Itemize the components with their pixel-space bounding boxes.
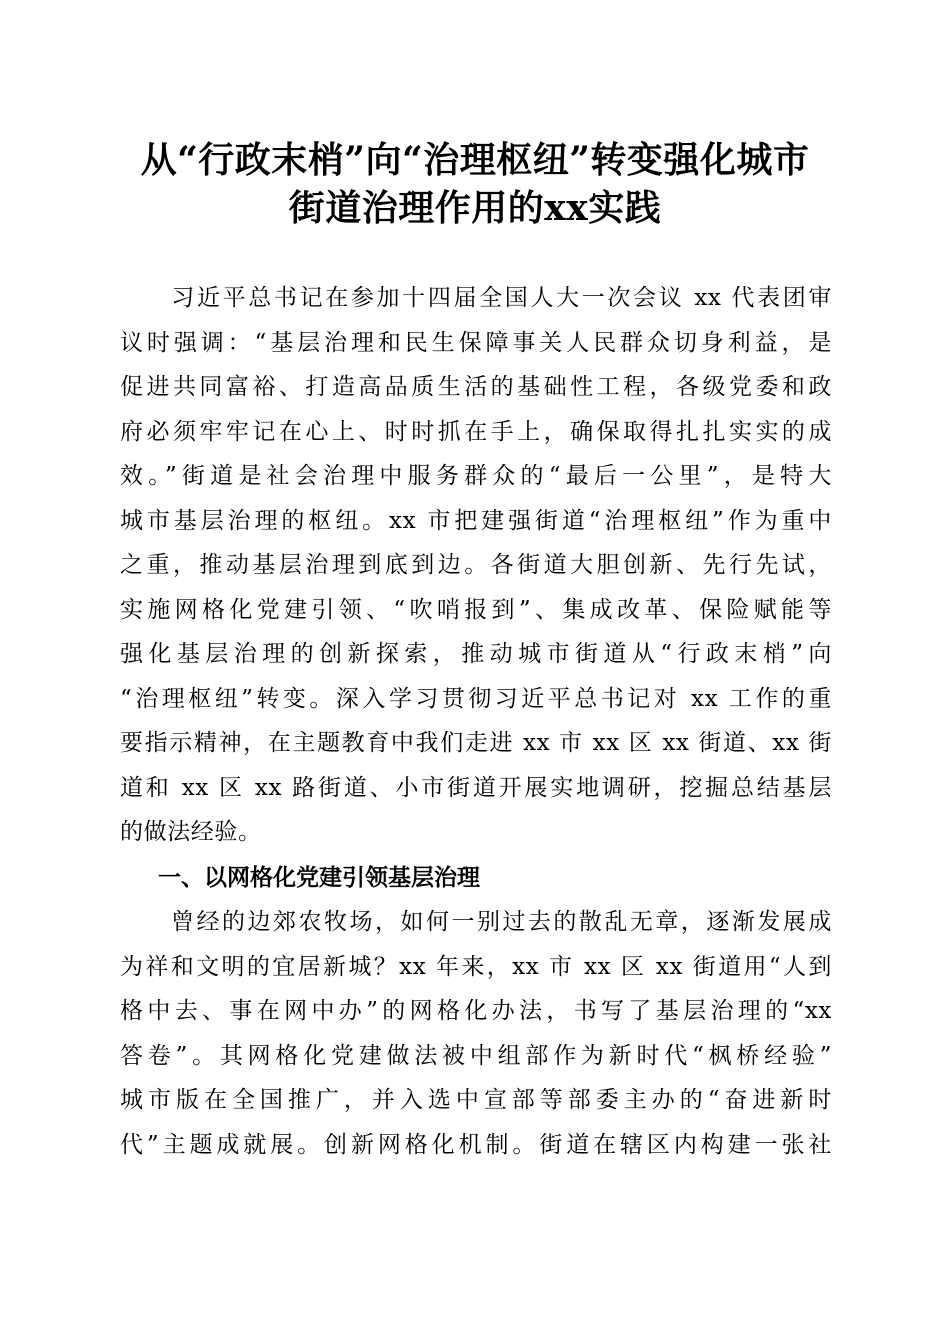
- paragraph-line: 代”主题成就展。创新网格化机制。街道在辖区内构建一张社: [120, 1131, 832, 1158]
- paragraph-line: 道和 xx 区 xx 路街道、小市街道开展实地调研，挖掘总结基层: [120, 774, 832, 801]
- paragraph-line: 府必须牢牢记在心上、时时抓在手上，确保取得扎扎实实的成: [120, 418, 832, 445]
- paragraph-line: 的做法经验。: [120, 819, 262, 845]
- section-heading-1: 一、以网格化党建引领基层治理: [158, 865, 480, 891]
- paragraph-line: 实施网格化党建引领、“吹哨报到”、集成改革、保险赋能等: [120, 596, 832, 623]
- paragraph-line: 格中去、事在网中办”的网格化办法，书写了基层治理的“xx: [120, 998, 832, 1024]
- paragraph-line: 习近平总书记在参加十四届全国人大一次会议 xx 代表团审: [120, 285, 832, 311]
- paragraph-line: 城市基层治理的枢纽。xx 市把建强街道“治理枢纽”作为重中: [120, 507, 832, 534]
- paragraph-section-1: [120, 900, 832, 1180]
- paragraph-line: 城市版在全国推广，并入选中宣部等部委主办的“奋进新时: [120, 1087, 832, 1113]
- paragraph-intro: [120, 276, 832, 845]
- paragraph-line: 议时强调：“基层治理和民生保障事关人民群众切身利益，是: [120, 329, 832, 356]
- document-title-line-1: 从“行政末梢”向“治理枢纽”转变强化城市: [140, 139, 810, 181]
- document-title-line-2: 街道治理作用的xx实践: [288, 187, 662, 229]
- paragraph-line: 为祥和文明的宜居新城？xx 年来，xx 市 xx 区 xx 街道用“人到: [120, 953, 832, 980]
- paragraph-line: 曾经的边郊农牧场，如何一别过去的散乱无章，逐渐发展成: [120, 909, 832, 935]
- paragraph-line: 要指示精神，在主题教育中我们走进 xx 市 xx 区 xx 街道、xx 街: [120, 730, 832, 756]
- paragraph-line: 答卷”。其网格化党建做法被中组部作为新时代“枫桥经验”: [120, 1042, 832, 1069]
- paragraph-line: 强化基层治理的创新探索，推动城市街道从“行政末梢”向: [120, 641, 832, 667]
- paragraph-line: “治理枢纽”转变。深入学习贯彻习近平总书记对 xx 工作的重: [120, 685, 832, 712]
- paragraph-line: 促进共同富裕、打造高品质生活的基础性工程，各级党委和政: [120, 374, 832, 400]
- paragraph-line: 之重，推动基层治理到底到边。各街道大胆创新、先行先试，: [120, 552, 832, 578]
- paragraph-line: 效。”街道是社会治理中服务群众的“最后一公里”，是特大: [120, 463, 832, 489]
